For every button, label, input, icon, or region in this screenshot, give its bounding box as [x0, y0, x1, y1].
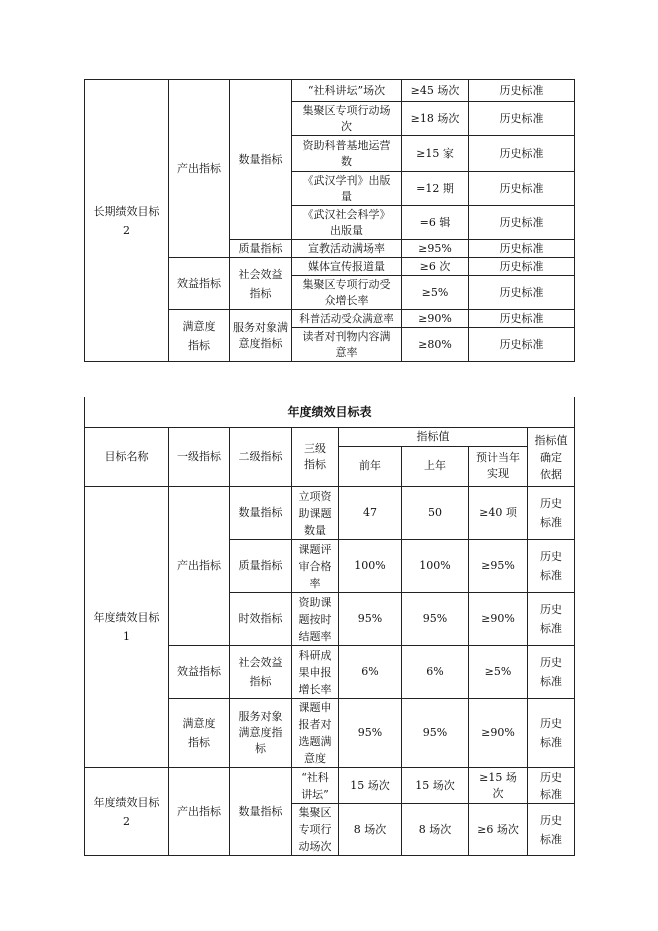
indicator-value: ≥15 家 — [402, 136, 469, 172]
last-year-value: 95% — [402, 699, 469, 768]
indicator-value: ≥45 场次 — [402, 80, 469, 102]
goal2-output-indicator: 产出指标 — [169, 768, 230, 856]
indicator-basis: 历史标准 — [469, 240, 575, 258]
expected-value: ≥90% — [469, 593, 528, 646]
last-year-value: 95% — [402, 593, 469, 646]
expected-value: ≥5% — [469, 646, 528, 699]
section-title: 年度绩效目标表 — [85, 397, 575, 428]
basis-value: 历史 标准 — [528, 699, 575, 768]
prev-year-value: 95% — [339, 593, 402, 646]
indicator-name: 宣教活动满场率 — [292, 240, 402, 258]
expected-value: ≥6 场次 — [469, 804, 528, 856]
goal1-service-satisfaction-indicator: 服务对象 满意度指 标 — [230, 699, 292, 768]
header-last-year: 上年 — [402, 446, 469, 486]
table-row — [85, 768, 575, 804]
satisfaction-indicator-cell: 满意度 指标 — [169, 310, 230, 362]
last-year-value: 15 场次 — [402, 768, 469, 804]
last-year-value: 8 场次 — [402, 804, 469, 856]
social-benefit-indicator-cell: 社会效益 指标 — [230, 258, 292, 310]
basis-value: 历史 标准 — [528, 487, 575, 540]
goal1-benefit-indicator: 效益指标 — [169, 646, 230, 699]
prev-year-value: 95% — [339, 699, 402, 768]
last-year-value: 100% — [402, 540, 469, 593]
header-row — [85, 428, 575, 447]
goal1-quality-indicator: 质量指标 — [230, 540, 292, 593]
header-level3: 三级 指标 — [292, 428, 339, 487]
goal1-time-indicator: 时效指标 — [230, 593, 292, 646]
expected-value: ≥90% — [469, 699, 528, 768]
goal2-quantity-indicator: 数量指标 — [230, 768, 292, 856]
indicator-name: 立项资 助课题 数量 — [292, 487, 339, 540]
last-year-value: 50 — [402, 487, 469, 540]
basis-value: 历史 标准 — [528, 646, 575, 699]
header-indicator-value: 指标值 — [339, 428, 528, 447]
indicator-name: 集聚区 专项行 动场次 — [292, 804, 339, 856]
goal1-name-cell: 年度绩效目标 1 — [85, 487, 169, 768]
indicator-basis: 历史标准 — [469, 276, 575, 310]
indicator-name: 课题申 报者对 选题满 意度 — [292, 699, 339, 768]
prev-year-value: 100% — [339, 540, 402, 593]
basis-value: 历史 标准 — [528, 540, 575, 593]
header-basis: 指标值 确定 依据 — [528, 428, 575, 487]
service-satisfaction-indicator-cell: 服务对象满 意度指标 — [230, 310, 292, 362]
indicator-value: =12 期 — [402, 172, 469, 206]
goal2-name-cell: 年度绩效目标 2 — [85, 768, 169, 856]
prev-year-value: 47 — [339, 487, 402, 540]
goal-name-cell: 长期绩效目标 2 — [85, 80, 169, 362]
table-row — [85, 487, 575, 540]
indicator-name: 科普活动受众满意率 — [292, 310, 402, 328]
indicator-name: 集聚区专项行动受 众增长率 — [292, 276, 402, 310]
indicator-basis: 历史标准 — [469, 102, 575, 136]
indicator-basis: 历史标准 — [469, 258, 575, 276]
prev-year-value: 15 场次 — [339, 768, 402, 804]
prev-year-value: 8 场次 — [339, 804, 402, 856]
annual-goal-table — [84, 397, 575, 856]
header-goal-name: 目标名称 — [85, 428, 169, 487]
indicator-name: “社科 讲坛” — [292, 768, 339, 804]
indicator-value: ≥90% — [402, 310, 469, 328]
quality-indicator-cell: 质量指标 — [230, 240, 292, 258]
header-level1: 一级指标 — [169, 428, 230, 487]
goal1-output-indicator: 产出指标 — [169, 487, 230, 646]
goal1-social-benefit-indicator: 社会效益 指标 — [230, 646, 292, 699]
goal1-satisfaction-indicator: 满意度 指标 — [169, 699, 230, 768]
last-year-value: 6% — [402, 646, 469, 699]
goal1-quantity-indicator: 数量指标 — [230, 487, 292, 540]
indicator-name: “社科讲坛”场次 — [292, 80, 402, 102]
basis-value: 历史 标准 — [528, 804, 575, 856]
long-term-goal-table — [84, 79, 575, 362]
basis-value: 历史 标准 — [528, 768, 575, 804]
indicator-value: ≥80% — [402, 328, 469, 362]
benefit-indicator-cell: 效益指标 — [169, 258, 230, 310]
indicator-basis: 历史标准 — [469, 206, 575, 240]
expected-value: ≥95% — [469, 540, 528, 593]
indicator-name: 媒体宣传报道量 — [292, 258, 402, 276]
quantity-indicator-cell: 数量指标 — [230, 80, 292, 240]
indicator-basis: 历史标准 — [469, 136, 575, 172]
output-indicator-cell: 产出指标 — [169, 80, 230, 258]
indicator-value: ≥5% — [402, 276, 469, 310]
expected-value: ≥15 场 次 — [469, 768, 528, 804]
basis-value: 历史 标准 — [528, 593, 575, 646]
indicator-name: 集聚区专项行动场 次 — [292, 102, 402, 136]
indicator-basis: 历史标准 — [469, 328, 575, 362]
indicator-name: 科研成 果申报 增长率 — [292, 646, 339, 699]
indicator-value: ≥18 场次 — [402, 102, 469, 136]
indicator-basis: 历史标准 — [469, 80, 575, 102]
indicator-value: ≥95% — [402, 240, 469, 258]
expected-value: ≥40 项 — [469, 487, 528, 540]
header-expected: 预计当年 实现 — [469, 446, 528, 486]
indicator-name: 资助课 题按时 结题率 — [292, 593, 339, 646]
header-level2: 二级指标 — [230, 428, 292, 487]
indicator-name: 资助科普基地运营 数 — [292, 136, 402, 172]
indicator-name: 《武汉学刊》出版 量 — [292, 172, 402, 206]
indicator-value: ≥6 次 — [402, 258, 469, 276]
indicator-name: 《武汉社会科学》 出版量 — [292, 206, 402, 240]
table-row — [85, 80, 575, 102]
header-prev-year: 前年 — [339, 446, 402, 486]
indicator-basis: 历史标准 — [469, 172, 575, 206]
indicator-basis: 历史标准 — [469, 310, 575, 328]
indicator-value: =6 辑 — [402, 206, 469, 240]
indicator-name: 读者对刊物内容满 意率 — [292, 328, 402, 362]
prev-year-value: 6% — [339, 646, 402, 699]
indicator-name: 课题评 审合格 率 — [292, 540, 339, 593]
